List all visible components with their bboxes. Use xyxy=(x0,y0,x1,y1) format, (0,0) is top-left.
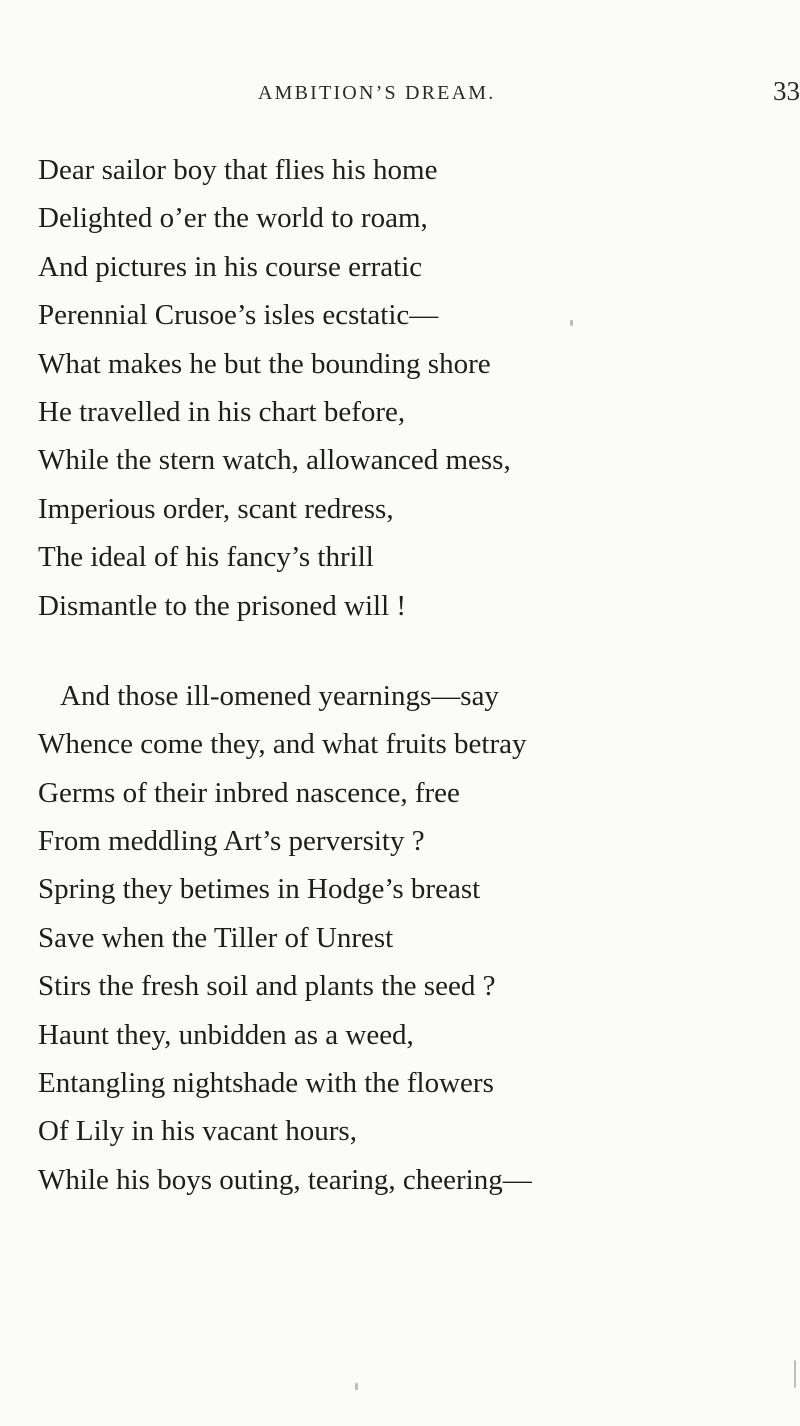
paper-speck xyxy=(570,320,573,326)
poem-line: From meddling Art’s perversity ? xyxy=(38,825,425,858)
poem-line: What makes he but the bounding shore xyxy=(38,347,491,380)
poem-line: Of Lily in his vacant hours, xyxy=(38,1115,357,1148)
poem-line: Dismantle to the prisoned will ! xyxy=(38,589,407,622)
poem-line: Perennial Crusoe’s isles ecstatic— xyxy=(38,299,439,332)
poem-line: The ideal of his fancy’s thrill xyxy=(38,541,374,574)
page-number: 33 xyxy=(773,76,800,106)
stanza-1 xyxy=(0,146,800,630)
poem-line: Imperious order, scant redress, xyxy=(38,492,394,525)
running-title: AMBITION’S DREAM. xyxy=(258,82,496,104)
paper-speck xyxy=(355,1383,358,1390)
poem-line: Entangling nightshade with the flowers xyxy=(38,1067,494,1100)
poem-line: Delighted o’er the world to roam, xyxy=(38,202,428,235)
stanza-2 xyxy=(0,672,800,1204)
poem-line: Save when the Tiller of Unrest xyxy=(38,921,394,954)
poem-line: And those ill-omened yearnings—say xyxy=(60,679,499,712)
poem xyxy=(0,146,800,1204)
poem-line: Stirs the fresh soil and plants the seed ? xyxy=(38,970,496,1003)
poem-line: Germs of their inbred nascence, free xyxy=(38,776,460,809)
stanza-break xyxy=(0,630,800,672)
poem-line: And pictures in his course erratic xyxy=(38,250,423,283)
poem-line: Dear sailor boy that flies his home xyxy=(38,154,438,186)
poem-line: Whence come they, and what fruits betray xyxy=(38,728,527,761)
poem-line: Spring they betimes in Hodge’s breast xyxy=(38,873,481,906)
poem-line: Haunt they, unbidden as a weed, xyxy=(38,1018,414,1051)
paper-speck xyxy=(794,1360,796,1388)
poem-line: He travelled in his chart before, xyxy=(38,395,406,428)
poem-line: While the stern watch, allowanced mess, xyxy=(38,444,511,477)
poem-line: While his boys outing, tearing, cheering— xyxy=(38,1163,532,1196)
